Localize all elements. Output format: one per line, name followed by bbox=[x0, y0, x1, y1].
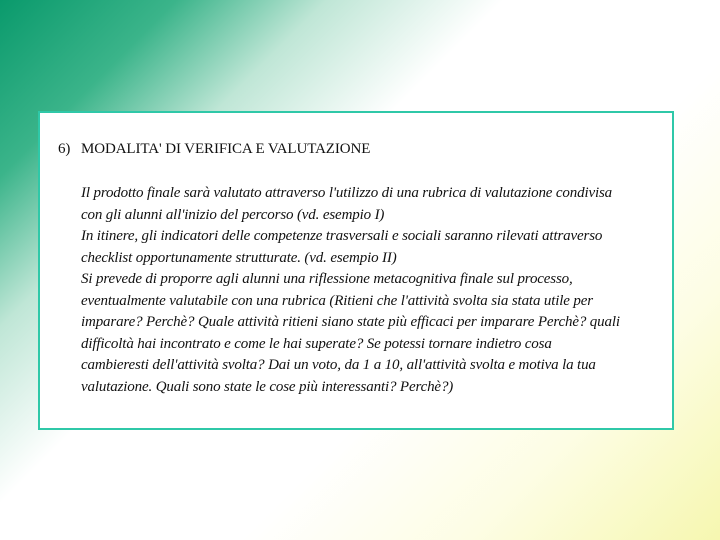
content-frame bbox=[38, 111, 674, 430]
body-line: In itinere, gli indicatori delle competenze trasversali e sociali saranno rilevati attraverso bbox=[81, 228, 603, 244]
body-line: difficoltà hai incontrato e come le hai superate? Se potessi tornare indietro cosa bbox=[81, 335, 552, 352]
section-title: MODALITA' DI VERIFICA E VALUTAZIONE bbox=[81, 141, 371, 157]
section-body bbox=[81, 183, 661, 398]
body-line: cambieresti dell'attività svolta? Dai un voto, da 1 a 10, all'attività svolta e motiva la tua bbox=[81, 357, 596, 373]
body-line: imparare? Perchè? Quale attività ritieni siano state più efficaci per imparare Perchè? quali bbox=[81, 314, 620, 330]
body-line: valutazione. Quali sono state le cose più interessanti? Perchè?) bbox=[81, 378, 454, 395]
body-line: Il prodotto finale sarà valutato attraverso l'utilizzo di una rubrica di valutazione condivisa bbox=[81, 185, 613, 201]
section-number: 6) bbox=[58, 141, 71, 157]
body-line: checklist opportunamente strutturate. (vd. esempio II) bbox=[81, 249, 397, 266]
body-line: Si prevede di proporre agli alunni una riflessione metacognitiva finale sul processo, bbox=[81, 271, 573, 287]
section-heading bbox=[58, 141, 370, 158]
body-line: con gli alunni all'inizio del percorso (vd. esempio I) bbox=[81, 206, 385, 223]
body-line: eventualmente valutabile con una rubrica (Ritieni che l'attività svolta sia stata utile per bbox=[81, 292, 593, 309]
